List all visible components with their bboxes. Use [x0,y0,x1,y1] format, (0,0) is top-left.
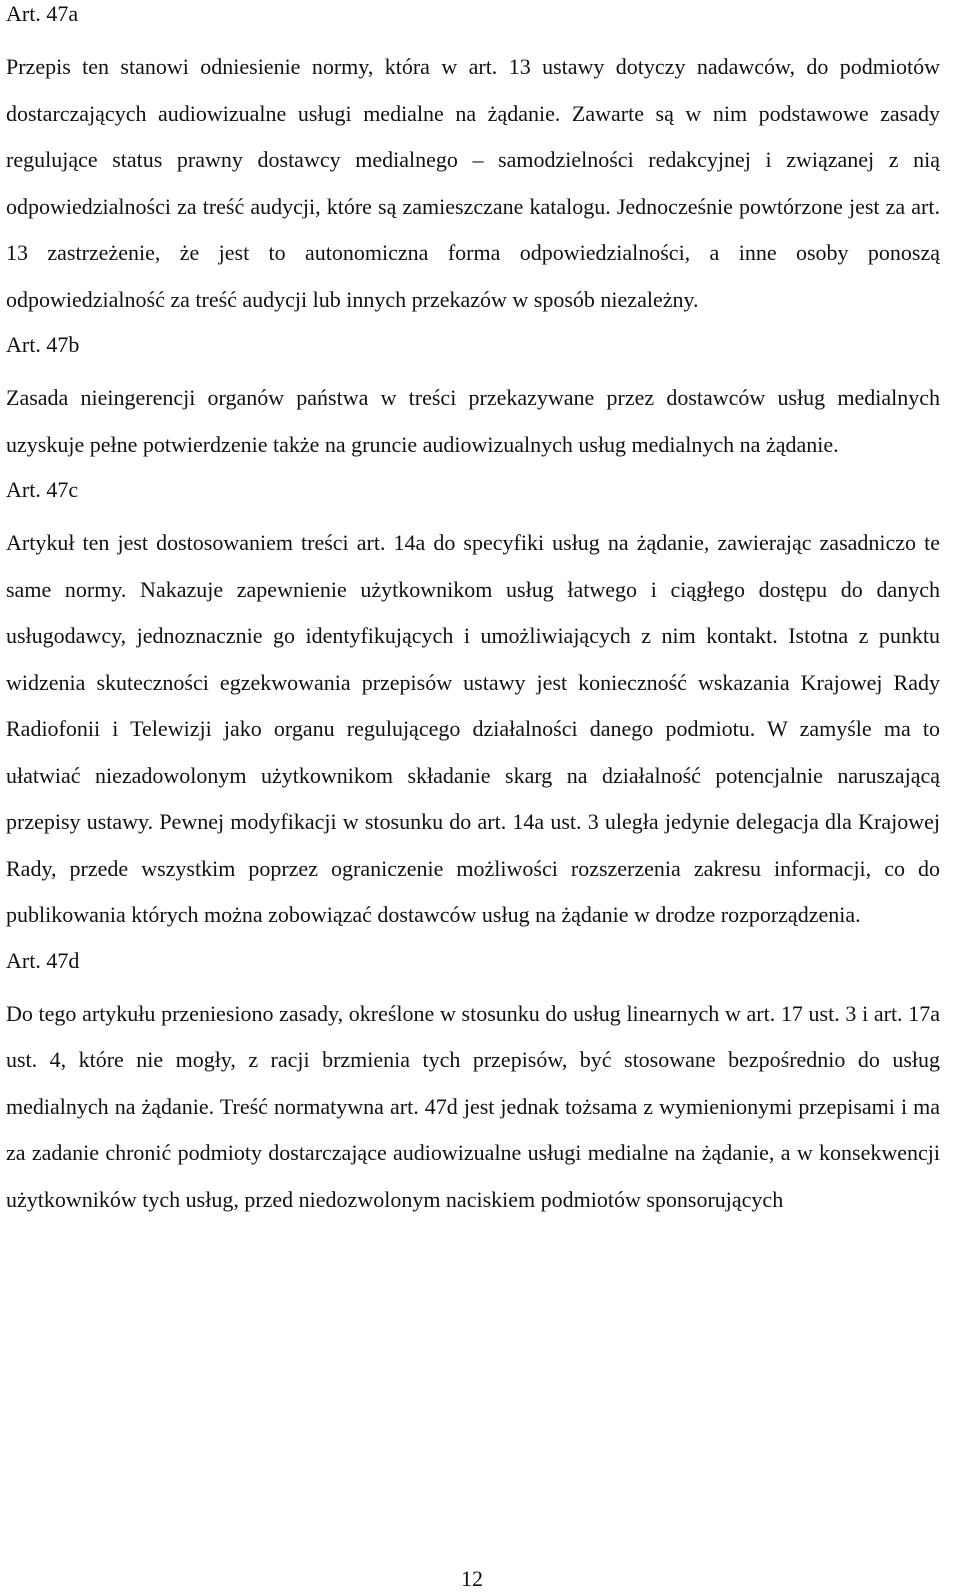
article-47c [6,476,940,939]
article-paragraph: Artykuł ten jest dostosowaniem treści art. 14a do specyfiki usług na żądanie, zawierając zasadniczo te same normy. Nakazuje zapewnienie użytkownikom usług łatwego i ciągłego dostępu do danych usługodawcy, jednoznacznie go identyfikujących i umożliwiających z nim kontakt. Istotna z punktu widzenia skuteczności egzekwowania przepisów ustawy jest konieczność wskazania Krajowej Rady Radiofonii i Telewizji jako organu regulującego działalności danego podmiotu. W zamyśle ma to ułatwiać niezadowolonym użytkownikom składanie skarg na działalność potencjalnie naruszającą przepisy ustawy. Pewnej modyfikacji w stosunku do art. 14a ust. 3 uległa jedynie delegacja dla Krajowej Rady, przede wszystkim poprzez ograniczenie możliwości rozszerzenia zakresu informacji, co do publikowania których można zobowiązać dostawców usług na żądanie w drodze rozporządzenia. [6,530,940,927]
article-paragraph: Do tego artykułu przeniesiono zasady, określone w stosunku do usług linearnych w art. 17 ust. 3 i art. 17a ust. 4, które nie mogły, z racji brzmienia tych przepisów, być stosowane bezpośrednio do usług medialnych na żądanie. Treść normatywna art. 47d jest jednak tożsama z wymienionymi przepisami i ma za zadanie chronić podmioty dostarczające audiowizualne usługi medialne na żądanie, a w konsekwencji użytkowników tych usług, przed niedozwolonym naciskiem podmiotów sponsorujących [6,1000,940,1212]
article-heading: Art. 47c [6,477,79,502]
article-paragraph: Przepis ten stanowi odniesienie normy, która w art. 13 ustawy dotyczy nadawców, do podmiotów dostarczających audiowizualne usługi medialne na żądanie. Zawarte są w nim podstawowe zasady regulujące status prawny dostawcy medialnego – samodzielności redakcyjnej i związanej z nią odpowiedzialności za treść audycji, które są zamieszczane katalogu. Jednocześnie powtórzone jest za art. 13 zastrzeżenie, że jest to autonomiczna forma odpowiedzialności, a inne osoby ponoszą odpowiedzialność za treść audycji lub innych przekazów w sposób niezależny. [6,54,940,312]
article-47d [6,947,940,1224]
article-47a [6,0,940,323]
article-47b [6,331,940,468]
page-number: 12 [461,1566,483,1591]
article-heading: Art. 47b [6,332,80,357]
article-paragraph: Zasada nieingerencji organów państwa w treści przekazywane przez dostawców usług medialnych uzyskuje pełne potwierdzenie także na gruncie audiowizualnych usług medialnych na żądanie. [6,385,940,457]
document-page [6,0,940,1540]
article-heading: Art. 47a [6,1,79,26]
article-heading: Art. 47d [6,947,80,973]
